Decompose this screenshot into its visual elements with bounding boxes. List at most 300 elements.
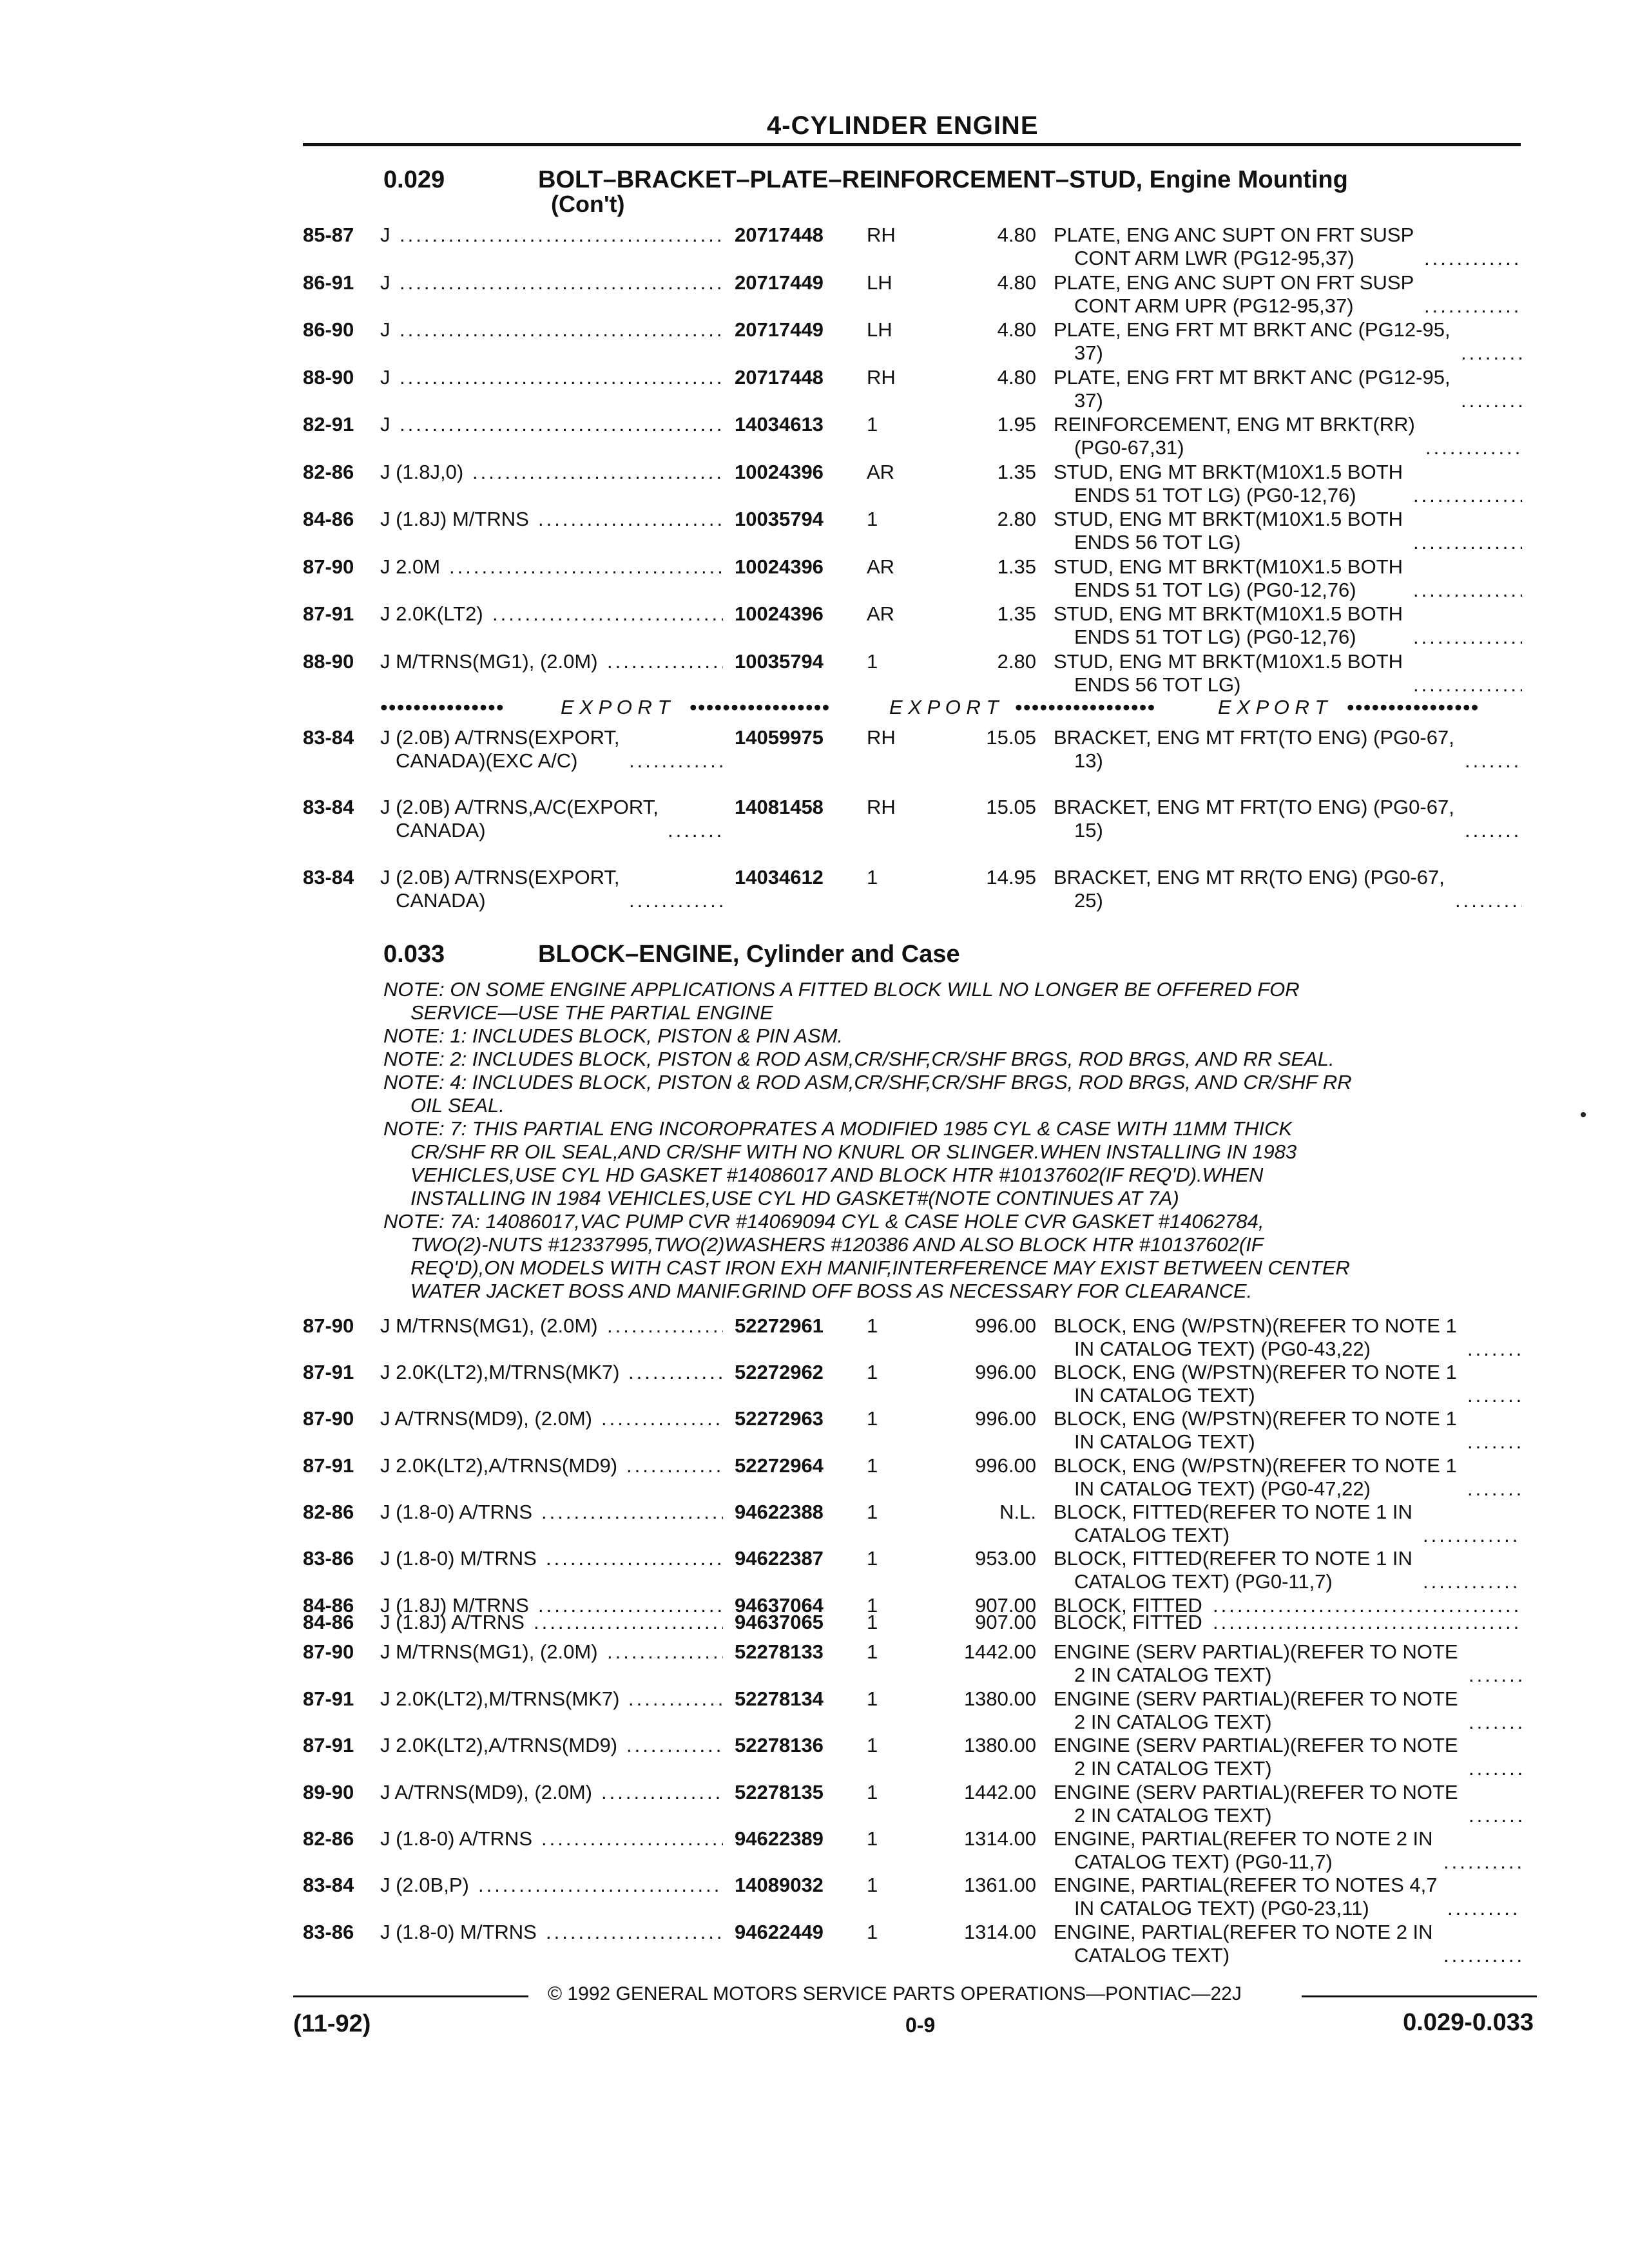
description-line2: 25) xyxy=(1074,889,1103,912)
description-line2: CONT ARM LWR (PG12-95,37) xyxy=(1074,247,1354,269)
dot-leader xyxy=(668,819,723,842)
description xyxy=(1054,1361,1457,1407)
export-label-2: E X P O R T xyxy=(889,696,999,718)
dot-leader xyxy=(1455,889,1522,912)
application xyxy=(380,866,620,912)
application-line2: CANADA) xyxy=(396,819,486,841)
description xyxy=(1054,1314,1457,1361)
section-title: BOLT–BRACKET–PLATE–REINFORCEMENT–STUD, Engine Mounting xyxy=(538,166,1348,193)
application xyxy=(380,1454,617,1477)
description-line1: STUD, ENG MT BRKT(M10X1.5 BOTH xyxy=(1054,602,1403,625)
quantity: 1 xyxy=(867,1874,878,1896)
price: 1380.00 xyxy=(963,1734,1036,1756)
application-line1: J xyxy=(380,318,390,341)
description xyxy=(1054,1781,1458,1827)
description-line2: CATALOG TEXT) (PG0-11,7) xyxy=(1074,1570,1333,1593)
year-range: 87-90 xyxy=(303,1314,354,1337)
description-line1: ENGINE (SERV PARTIAL)(REFER TO NOTE xyxy=(1054,1687,1458,1710)
price: 15.05 xyxy=(986,796,1036,818)
application xyxy=(380,1547,537,1570)
table-row xyxy=(0,1454,1629,1502)
dot-leader xyxy=(607,650,723,673)
application xyxy=(380,650,598,673)
quantity: AR xyxy=(867,555,895,578)
dot-leader xyxy=(1413,484,1522,507)
dot-leader xyxy=(626,1454,723,1477)
note-line: NOTE: ON SOME ENGINE APPLICATIONS A FITTED BLOCK WILL NO LONGER BE OFFERED FOR xyxy=(383,978,1300,1001)
description xyxy=(1054,1687,1458,1734)
price: 1361.00 xyxy=(963,1874,1036,1896)
table-row xyxy=(0,1407,1629,1455)
note-line: VEHICLES,USE CYL HD GASKET #14086017 AND BLOCK HTR #10137602(IF REQ'D).WHEN xyxy=(410,1164,1264,1186)
year-range: 87-91 xyxy=(303,1687,354,1710)
footer-date: (11-92) xyxy=(293,2010,371,2037)
page-number: 0-9 xyxy=(905,2013,936,2037)
table-row xyxy=(0,271,1629,319)
description xyxy=(1054,1454,1457,1501)
description xyxy=(1054,796,1454,842)
part-number: 94637065 xyxy=(735,1611,824,1633)
dot-leader xyxy=(1413,579,1522,602)
part-number: 52278136 xyxy=(735,1734,824,1756)
application-line1: J M/TRNS(MG1), (2.0M) xyxy=(380,1640,598,1663)
application-line1: J xyxy=(380,271,390,294)
dot-leader xyxy=(546,1921,723,1944)
quantity: 1 xyxy=(867,1781,878,1803)
part-number: 10024396 xyxy=(735,460,824,483)
description xyxy=(1054,1407,1457,1454)
description-line1: BRACKET, ENG MT FRT(TO ENG) (PG0-67, xyxy=(1054,796,1454,818)
year-range: 87-91 xyxy=(303,1454,354,1477)
application-line1: J (1.8-0) A/TRNS xyxy=(380,1501,532,1523)
catalog-note xyxy=(383,1210,1350,1303)
description xyxy=(1054,1640,1458,1687)
price: 1.35 xyxy=(997,555,1036,578)
price: 996.00 xyxy=(975,1454,1036,1477)
dot-leader xyxy=(492,602,723,626)
table-row xyxy=(0,1827,1629,1875)
quantity: 1 xyxy=(867,1547,878,1570)
dot-leader xyxy=(1423,1524,1522,1547)
part-number: 20717448 xyxy=(735,365,824,389)
dot-leader xyxy=(1467,1430,1522,1454)
part-number: 10035794 xyxy=(735,649,824,673)
section2-number: 0.033 xyxy=(383,941,445,968)
price: 996.00 xyxy=(975,1361,1036,1383)
application xyxy=(380,1611,525,1634)
dot-leader xyxy=(1465,749,1522,773)
description-line1: ENGINE (SERV PARTIAL)(REFER TO NOTE xyxy=(1054,1781,1458,1803)
catalog-note xyxy=(383,1071,1352,1117)
quantity: 1 xyxy=(867,1687,878,1710)
dot-leader xyxy=(601,1407,723,1430)
table-row xyxy=(0,1687,1629,1735)
dot-leader xyxy=(400,271,723,294)
price: 1.35 xyxy=(997,602,1036,625)
quantity: RH xyxy=(867,726,896,749)
description-line2: ENDS 51 TOT LG) (PG0-12,76) xyxy=(1074,626,1356,648)
application-line1: J (2.0B) A/TRNS,A/C(EXPORT, xyxy=(380,796,659,818)
description-line1: ENGINE, PARTIAL(REFER TO NOTES 4,7 xyxy=(1054,1874,1438,1896)
year-range: 87-91 xyxy=(303,1361,354,1383)
part-number: 94622389 xyxy=(735,1827,824,1850)
description-line2: IN CATALOG TEXT) xyxy=(1074,1384,1255,1407)
part-number: 14034612 xyxy=(735,866,824,889)
part-number: 14059975 xyxy=(735,726,824,749)
dot-leader xyxy=(629,749,723,773)
dot-leader xyxy=(628,1361,723,1384)
dot-leader xyxy=(1443,1944,1522,1967)
dot-leader xyxy=(1213,1611,1522,1634)
description-line1: BLOCK, FITTED(REFER TO NOTE 1 IN xyxy=(1054,1501,1412,1523)
quantity: AR xyxy=(867,602,895,625)
catalog-note xyxy=(383,978,1300,1024)
application xyxy=(380,508,529,531)
application-line2: CANADA) xyxy=(396,889,486,912)
dot-leader xyxy=(449,555,723,579)
year-range: 86-90 xyxy=(303,318,354,341)
year-range: 87-90 xyxy=(303,1407,354,1430)
quantity: 1 xyxy=(867,1827,878,1850)
year-range: 82-91 xyxy=(303,413,354,436)
description xyxy=(1054,366,1451,412)
part-number: 20717449 xyxy=(735,271,824,294)
table-row xyxy=(0,1640,1629,1688)
application xyxy=(380,1640,598,1664)
application xyxy=(380,1734,617,1757)
application xyxy=(380,1361,619,1384)
application xyxy=(380,1314,598,1338)
year-range: 82-86 xyxy=(303,460,354,483)
year-range: 82-86 xyxy=(303,1827,354,1850)
part-number: 52272964 xyxy=(735,1454,824,1477)
price: 2.80 xyxy=(997,508,1036,530)
quantity: LH xyxy=(867,271,892,294)
section-continued: (Con't) xyxy=(551,191,625,217)
price: 15.05 xyxy=(986,726,1036,749)
description-line1: BLOCK, ENG (W/PSTN)(REFER TO NOTE 1 xyxy=(1054,1454,1457,1477)
footer-rule-right xyxy=(1302,1995,1537,1997)
quantity: 1 xyxy=(867,649,878,673)
price: N.L. xyxy=(999,1501,1036,1523)
description-line1: PLATE, ENG FRT MT BRKT ANC (PG12-95, xyxy=(1054,318,1451,341)
dot-leader xyxy=(601,1781,723,1804)
application-line1: J (1.8J) M/TRNS xyxy=(380,508,529,530)
description-line2: ENDS 56 TOT LG) xyxy=(1074,673,1241,696)
quantity: 1 xyxy=(867,1407,878,1430)
year-range: 84-86 xyxy=(303,508,354,530)
note-line: CR/SHF RR OIL SEAL,AND CR/SHF WITH NO KNURL OR SLINGER.WHEN INSTALLING IN 1983 xyxy=(410,1140,1297,1163)
description-line1: BLOCK, FITTED xyxy=(1054,1611,1202,1633)
application-line1: J (2.0B) A/TRNS(EXPORT, xyxy=(380,866,620,889)
application xyxy=(380,1921,537,1944)
table-row xyxy=(0,1921,1629,1968)
part-number: 52278134 xyxy=(735,1687,824,1710)
application xyxy=(380,413,390,436)
description-line2: IN CATALOG TEXT) (PG0-47,22) xyxy=(1074,1477,1371,1500)
application xyxy=(380,366,390,389)
year-range: 84-86 xyxy=(303,1594,354,1617)
note-line: OIL SEAL. xyxy=(410,1094,505,1117)
table-row xyxy=(0,726,1629,774)
application-line2: CANADA)(EXC A/C) xyxy=(396,749,578,772)
quantity: 1 xyxy=(867,1921,878,1943)
dot-leader xyxy=(1469,1711,1522,1734)
description-line2: IN CATALOG TEXT) (PG0-23,11) xyxy=(1074,1897,1369,1919)
description-line2: 15) xyxy=(1074,819,1103,841)
table-row xyxy=(0,555,1629,603)
part-number: 52278133 xyxy=(735,1640,824,1663)
description xyxy=(1054,1547,1412,1593)
description-line1: BLOCK, ENG (W/PSTN)(REFER TO NOTE 1 xyxy=(1054,1361,1457,1383)
description-line2: ENDS 51 TOT LG) (PG0-12,76) xyxy=(1074,578,1356,601)
table-row xyxy=(0,650,1629,698)
application-line1: J xyxy=(380,224,390,246)
part-number: 10024396 xyxy=(735,555,824,578)
table-row xyxy=(0,866,1629,914)
description xyxy=(1054,413,1415,459)
description-line1: PLATE, ENG ANC SUPT ON FRT SUSP xyxy=(1054,224,1414,246)
year-range: 83-84 xyxy=(303,866,354,889)
part-number: 94622449 xyxy=(735,1921,824,1943)
price: 1442.00 xyxy=(963,1640,1036,1663)
dot-leader xyxy=(1467,1384,1522,1407)
table-row xyxy=(0,413,1629,461)
year-range: 87-90 xyxy=(303,1640,354,1663)
price: 14.95 xyxy=(986,866,1036,889)
quantity: 1 xyxy=(867,1640,878,1663)
description-line2: CATALOG TEXT) (PG0-11,7) xyxy=(1074,1850,1333,1873)
application-line1: J A/TRNS(MD9), (2.0M) xyxy=(380,1781,592,1803)
application-line1: J (1.8-0) M/TRNS xyxy=(380,1547,537,1570)
price: 2.80 xyxy=(997,649,1036,673)
year-range: 83-86 xyxy=(303,1921,354,1943)
application-line1: J xyxy=(380,365,390,389)
year-range: 85-87 xyxy=(303,224,354,246)
dot-leader xyxy=(1469,1804,1522,1827)
description-line1: BLOCK, FITTED(REFER TO NOTE 1 IN xyxy=(1054,1547,1412,1570)
application xyxy=(380,796,659,842)
catalog-note xyxy=(383,1117,1296,1210)
part-number: 14034613 xyxy=(735,413,824,436)
note-line: SERVICE—USE THE PARTIAL ENGINE xyxy=(410,1001,773,1024)
quantity: 1 xyxy=(867,1361,878,1383)
price: 953.00 xyxy=(975,1547,1036,1570)
description-line2: 2 IN CATALOG TEXT) xyxy=(1074,1711,1272,1733)
year-range: 83-84 xyxy=(303,726,354,749)
application-line1: J (2.0B) A/TRNS(EXPORT, xyxy=(380,726,620,749)
section-range: 0.029-0.033 xyxy=(1403,2009,1534,2036)
part-number: 52272961 xyxy=(735,1314,824,1337)
description-line1: STUD, ENG MT BRKT(M10X1.5 BOTH xyxy=(1054,460,1403,483)
description-line1: STUD, ENG MT BRKT(M10X1.5 BOTH xyxy=(1054,508,1403,530)
quantity: 1 xyxy=(867,1501,878,1523)
description-line1: BLOCK, ENG (W/PSTN)(REFER TO NOTE 1 xyxy=(1054,1407,1457,1430)
dot-leader xyxy=(400,366,723,389)
quantity: 1 xyxy=(867,1454,878,1477)
dot-leader xyxy=(1469,1664,1522,1687)
quantity: 1 xyxy=(867,866,878,889)
description xyxy=(1054,224,1414,270)
part-number: 10035794 xyxy=(735,508,824,530)
section2-title: BLOCK–ENGINE, Cylinder and Case xyxy=(538,941,960,968)
description xyxy=(1054,555,1403,602)
dot-leader xyxy=(607,1640,723,1664)
application xyxy=(380,555,440,579)
description xyxy=(1054,1827,1433,1874)
dot-leader xyxy=(1447,1897,1522,1920)
table-row xyxy=(0,1501,1629,1548)
application-line1: J 2.0K(LT2),M/TRNS(MK7) xyxy=(380,1361,620,1383)
price: 4.80 xyxy=(997,224,1036,246)
export-label-3: E X P O R T xyxy=(1218,696,1327,718)
year-range: 84-86 xyxy=(303,1611,354,1633)
application-line1: J (1.8J) A/TRNS xyxy=(380,1611,525,1633)
table-row xyxy=(0,1361,1629,1408)
description xyxy=(1054,602,1403,649)
quantity: AR xyxy=(867,460,895,483)
part-number: 52272963 xyxy=(735,1407,824,1430)
quantity: 1 xyxy=(867,508,878,530)
year-range: 83-84 xyxy=(303,796,354,818)
note-line: NOTE: 4: INCLUDES BLOCK, PISTON & ROD ASM,CR/SHF,CR/SHF BRGS, ROD BRGS, AND CR/SHF RR xyxy=(383,1071,1352,1093)
quantity: 1 xyxy=(867,413,878,436)
table-row xyxy=(0,1314,1629,1362)
dot-leader xyxy=(626,1734,723,1757)
year-range: 87-90 xyxy=(303,555,354,578)
description xyxy=(1054,726,1454,773)
part-number: 14089032 xyxy=(735,1874,824,1896)
part-number: 52278135 xyxy=(735,1781,824,1803)
dot-leader xyxy=(1424,294,1522,318)
application-line1: J M/TRNS(MG1), (2.0M) xyxy=(380,1314,598,1337)
application xyxy=(380,1874,469,1897)
dot-leader xyxy=(1465,819,1522,842)
table-row xyxy=(0,224,1629,271)
note-line: NOTE: 7A: 14086017,VAC PUMP CVR #14069094 CYL & CASE HOLE CVR GASKET #14062784, xyxy=(383,1210,1264,1233)
quantity: RH xyxy=(867,796,896,818)
part-number: 94622388 xyxy=(735,1501,824,1523)
description xyxy=(1054,508,1403,554)
part-number: 52272962 xyxy=(735,1361,824,1383)
dot-leader xyxy=(478,1874,723,1897)
description-line2: IN CATALOG TEXT) (PG0-43,22) xyxy=(1074,1338,1371,1360)
description xyxy=(1054,1611,1202,1634)
description xyxy=(1054,1874,1437,1920)
dot-leader xyxy=(1413,673,1522,697)
description-line1: ENGINE (SERV PARTIAL)(REFER TO NOTE xyxy=(1054,1734,1458,1756)
table-row xyxy=(0,602,1629,650)
description-line2: 2 IN CATALOG TEXT) xyxy=(1074,1664,1272,1686)
description-line2: ENDS 51 TOT LG) (PG0-12,76) xyxy=(1074,483,1356,506)
quantity: 1 xyxy=(867,1314,878,1337)
description-line1: BRACKET, ENG MT RR(TO ENG) (PG0-67, xyxy=(1054,866,1445,889)
copyright-text: © 1992 GENERAL MOTORS SERVICE PARTS OPERATIONS—PONTIAC—22J xyxy=(548,1983,1242,2004)
price: 4.80 xyxy=(997,271,1036,294)
application xyxy=(380,1827,532,1850)
dot-leader xyxy=(1461,389,1522,412)
note-line: NOTE: 1: INCLUDES BLOCK, PISTON & PIN ASM. xyxy=(383,1024,843,1047)
quantity: RH xyxy=(867,365,896,389)
description xyxy=(1054,271,1414,318)
description-line2: IN CATALOG TEXT) xyxy=(1074,1430,1255,1453)
dot-leader xyxy=(1423,1570,1522,1593)
note-line: TWO(2)-NUTS #12337995,TWO(2)WASHERS #120386 AND ALSO BLOCK HTR #10137602(IF xyxy=(410,1233,1264,1256)
application xyxy=(380,1687,619,1711)
dot-leader xyxy=(1424,247,1522,270)
dot-leader xyxy=(1469,1757,1522,1780)
year-range: 82-86 xyxy=(303,1501,354,1523)
application-line1: J (1.8-0) M/TRNS xyxy=(380,1921,537,1943)
application xyxy=(380,224,390,247)
description-line1: REINFORCEMENT, ENG MT BRKT(RR) xyxy=(1054,413,1415,436)
application xyxy=(380,1501,532,1524)
application-line1: J (2.0B,P) xyxy=(380,1874,469,1896)
description-line1: ENGINE, PARTIAL(REFER TO NOTE 2 IN xyxy=(1054,1921,1433,1943)
part-number: 94622387 xyxy=(735,1547,824,1570)
table-row xyxy=(0,366,1629,414)
description-line1: PLATE, ENG FRT MT BRKT ANC (PG12-95, xyxy=(1054,365,1451,389)
page-title: 4-CYLINDER ENGINE xyxy=(767,111,1039,140)
price: 4.80 xyxy=(997,365,1036,389)
dot-leader xyxy=(400,224,723,247)
description-line1: STUD, ENG MT BRKT(M10X1.5 BOTH xyxy=(1054,555,1403,578)
description xyxy=(1054,1734,1458,1780)
catalog-note xyxy=(383,1048,1335,1071)
year-range: 88-90 xyxy=(303,365,354,389)
application-line1: J 2.0M xyxy=(380,555,441,578)
note-line: WATER JACKET BOSS AND MANIF.GRIND OFF BOSS AS NECESSARY FOR CLEARANCE. xyxy=(410,1280,1253,1302)
quantity: LH xyxy=(867,318,892,341)
export-label-1: E X P O R T xyxy=(561,696,670,718)
price: 907.00 xyxy=(975,1611,1036,1633)
footer-rule-left xyxy=(293,1995,528,1997)
table-row xyxy=(0,1874,1629,1921)
dot-leader xyxy=(1413,531,1522,554)
description xyxy=(1054,650,1403,697)
table-row xyxy=(0,1734,1629,1782)
description xyxy=(1054,461,1403,507)
dot-leader xyxy=(629,889,723,912)
description-line1: ENGINE, PARTIAL(REFER TO NOTE 2 IN xyxy=(1054,1827,1433,1850)
application xyxy=(380,1781,592,1804)
application-line1: J (1.8-0) A/TRNS xyxy=(380,1827,532,1850)
section-number: 0.029 xyxy=(383,166,445,193)
application xyxy=(380,1407,592,1430)
year-range: 89-90 xyxy=(303,1781,354,1803)
description-line1: STUD, ENG MT BRKT(M10X1.5 BOTH xyxy=(1054,649,1403,673)
part-number: 10024396 xyxy=(735,602,824,625)
dot-leader xyxy=(541,1501,723,1524)
dot-leader xyxy=(400,318,723,341)
dot-leader xyxy=(1461,341,1522,365)
table-row xyxy=(0,508,1629,555)
price: 996.00 xyxy=(975,1314,1036,1337)
note-line: NOTE: 7: THIS PARTIAL ENG INCOROPRATES A MODIFIED 1985 CYL & CASE WITH 11MM THICK xyxy=(383,1117,1293,1140)
application-line1: J (1.8J,0) xyxy=(380,460,464,483)
dot-leader xyxy=(607,1314,723,1338)
application-line1: J (1.8J) M/TRNS xyxy=(380,1594,529,1617)
dot-leader xyxy=(472,461,723,484)
description-line2: 2 IN CATALOG TEXT) xyxy=(1074,1757,1272,1780)
year-range: 87-91 xyxy=(303,602,354,625)
price: 1.95 xyxy=(997,413,1036,436)
application-line1: J 2.0K(LT2),A/TRNS(MD9) xyxy=(380,1454,618,1477)
dot-leader xyxy=(1467,1338,1522,1361)
description-line2: 13) xyxy=(1074,749,1103,772)
header-rule xyxy=(303,143,1521,146)
application xyxy=(380,461,463,484)
